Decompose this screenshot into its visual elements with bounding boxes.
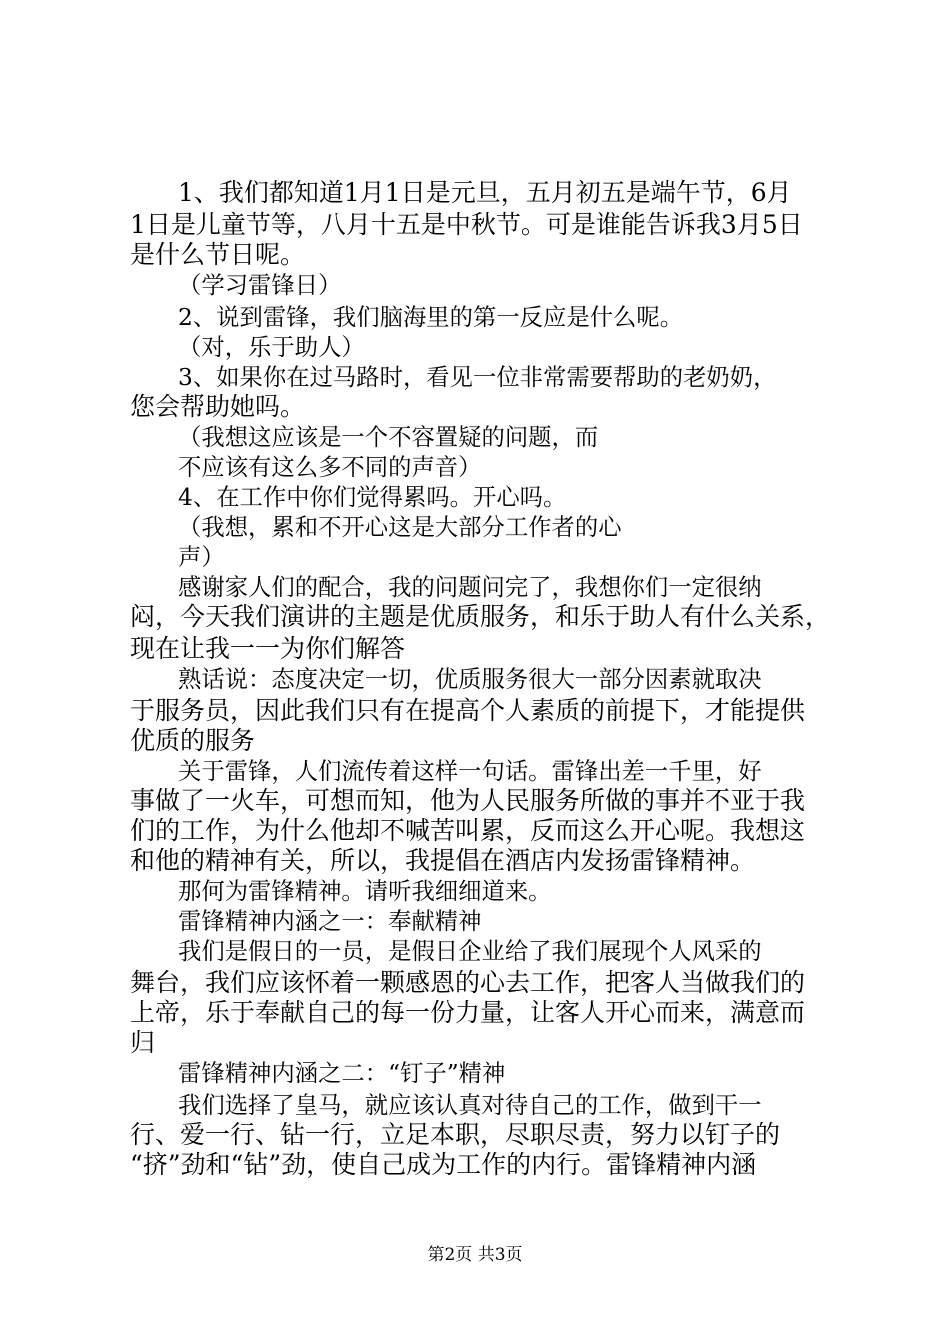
text-line: 关于雷锋，人们流传着这样一句话。雷锋出差一千里，好 (178, 757, 762, 785)
text-line: 雷锋精神内涵之二：“钉子”精神 (178, 1059, 506, 1087)
text-line: 上帝，乐于奉献自己的每一份力量，让客人开心而来，满意而 (130, 998, 806, 1027)
page-footer: 第2页 共3页 (427, 1245, 523, 1265)
text-line: （我想，累和不开心这是大部分工作者的心 (178, 513, 622, 541)
text-line: 行、爱一行、钻一行，立足本职，尽职尽责，努力以钉子的 (130, 1120, 781, 1149)
text-line: 们的工作，为什么他却不喊苦叫累，反而这么开心呢。我想这 (130, 816, 806, 845)
text-line: 2、说到雷锋，我们脑海里的第一反应是什么呢。 (178, 303, 684, 331)
text-line: 归 (130, 1028, 156, 1057)
text-line: 雷锋精神内涵之一：奉献精神 (178, 907, 482, 935)
text-line: 您会帮助她吗。 (130, 392, 306, 421)
text-line: 3、如果你在过马路时，看见一位非常需要帮助的老奶奶， (178, 363, 777, 391)
text-line: （对，乐于助人） (178, 333, 365, 361)
text-line: 和他的精神有关，所以，我提倡在酒店内发扬雷锋精神。 (130, 846, 756, 875)
text-line: 闷，今天我们演讲的主题是优质服务，和乐于助人有什么关系， (130, 602, 831, 631)
text-line: 舞台，我们应该怀着一颗感恩的心去工作，把客人当做我们的 (130, 968, 806, 997)
text-line: （学习雷锋日） (178, 271, 342, 299)
text-line: 1、我们都知道1月1日是元旦，五月初五是端午节，6月 (178, 178, 792, 207)
text-line: 那何为雷锋精神。请听我细细道来。 (178, 877, 552, 905)
text-line: 现在让我一一为你们解答 (130, 634, 406, 663)
text-line: 于服务员，因此我们只有在提高个人素质的前提下，才能提供 (130, 696, 806, 725)
text-line: 是什么节日呢。 (130, 240, 306, 269)
text-line: 4、在工作中你们觉得累吗。开心吗。 (178, 483, 567, 511)
text-line: 声） (178, 543, 225, 571)
text-line: “挤”劲和“钻”劲，使自己成为工作的内行。雷锋精神内涵 (130, 1150, 757, 1179)
text-line: 我们选择了皇马，就应该认真对待自己的工作，做到干一 (178, 1091, 762, 1119)
text-line: 不应该有这么多不同的声音） (178, 453, 482, 481)
text-line: 我们是假日的一员，是假日企业给了我们展现个人风采的 (178, 937, 762, 965)
text-line: （我想这应该是一个不容置疑的问题，而 (178, 423, 599, 451)
text-line: 事做了一火车，可想而知，他为人民服务所做的事并不亚于我 (130, 786, 806, 815)
text-line: 优质的服务 (130, 726, 256, 755)
text-line: 感谢家人们的配合，我的问题问完了，我想你们一定很纳 (178, 573, 762, 601)
text-line: 1日是儿童节等，八月十五是中秋节。可是谁能告诉我3月5日 (130, 210, 803, 239)
text-line: 熟话说：态度决定一切，优质服务很大一部分因素就取决 (178, 665, 762, 693)
